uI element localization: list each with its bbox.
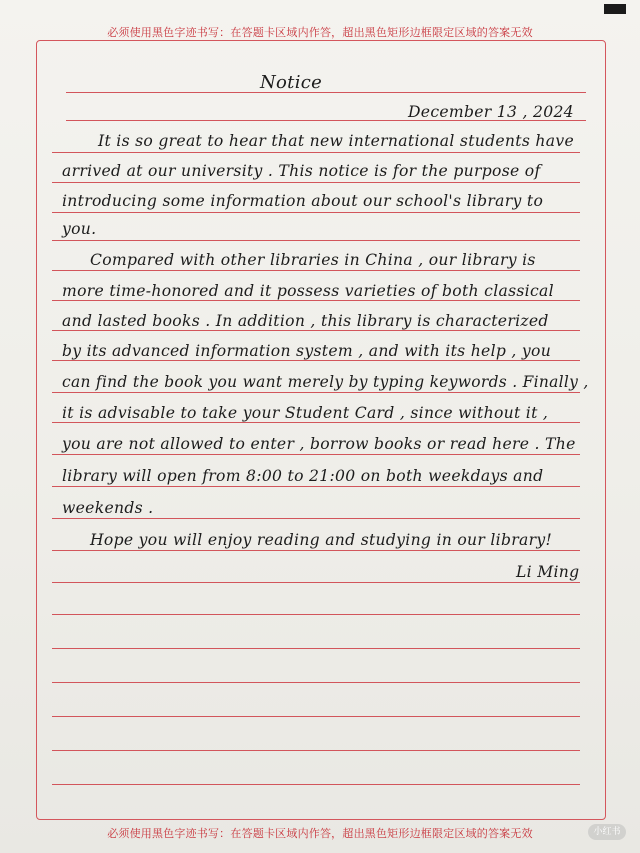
ruled-line: [52, 648, 580, 649]
ruled-line: [52, 270, 580, 271]
body-line: weekends .: [62, 499, 154, 517]
body-line: introducing some information about our school's library to: [62, 192, 544, 210]
body-line: Compared with other libraries in China , our library is: [90, 251, 536, 269]
signature: Li Ming: [516, 563, 580, 581]
body-line: can find the book you want merely by typing keywords . Finally ,: [62, 373, 589, 391]
body-line: arrived at our university . This notice is for the purpose of: [62, 162, 541, 180]
body-line: you.: [62, 220, 97, 238]
ruled-line: [52, 330, 580, 331]
watermark-badge: 小红书: [588, 824, 626, 840]
ruled-line: [52, 614, 580, 615]
ruled-line: [52, 682, 580, 683]
body-line: Hope you will enjoy reading and studying in our library!: [90, 531, 553, 549]
notice-date: December 13 , 2024: [408, 103, 574, 121]
body-line: more time-honored and it possess varieties of both classical: [62, 282, 554, 300]
ruled-line: [66, 92, 586, 93]
ruled-line: [52, 550, 580, 551]
body-line: by its advanced information system , and with its help , you: [62, 342, 552, 360]
notice-title: Notice: [260, 72, 323, 93]
ruled-line: [52, 152, 580, 153]
body-line: library will open from 8:00 to 21:00 on both weekdays and: [62, 467, 544, 485]
ruled-line: [52, 454, 580, 455]
ruled-line: [52, 212, 580, 213]
ruled-line: [52, 240, 580, 241]
ruled-line: [52, 486, 580, 487]
top-instruction-warning: 必须使用黑色字迹书写：在答题卡区域内作答，超出黑色矩形边框限定区域的答案无效: [107, 26, 533, 39]
body-line: It is so great to hear that new international students have: [98, 132, 574, 150]
ruled-line: [52, 422, 580, 423]
body-line: you are not allowed to enter , borrow books or read here . The: [62, 435, 576, 453]
ruled-line: [52, 392, 580, 393]
corner-registration-mark: [604, 4, 626, 14]
body-line: it is advisable to take your Student Card , since without it ,: [62, 404, 549, 422]
ruled-line: [52, 518, 580, 519]
ruled-line: [52, 300, 580, 301]
ruled-line: [52, 716, 580, 717]
ruled-line: [52, 750, 580, 751]
body-line: and lasted books . In addition , this library is characterized: [62, 312, 549, 330]
bottom-instruction-warning: 必须使用黑色字迹书写：在答题卡区域内作答，超出黑色矩形边框限定区域的答案无效: [107, 827, 533, 840]
ruled-line: [52, 582, 580, 583]
answer-area-frame: [36, 40, 606, 820]
ruled-line: [52, 182, 580, 183]
ruled-line: [52, 360, 580, 361]
ruled-line: [52, 784, 580, 785]
